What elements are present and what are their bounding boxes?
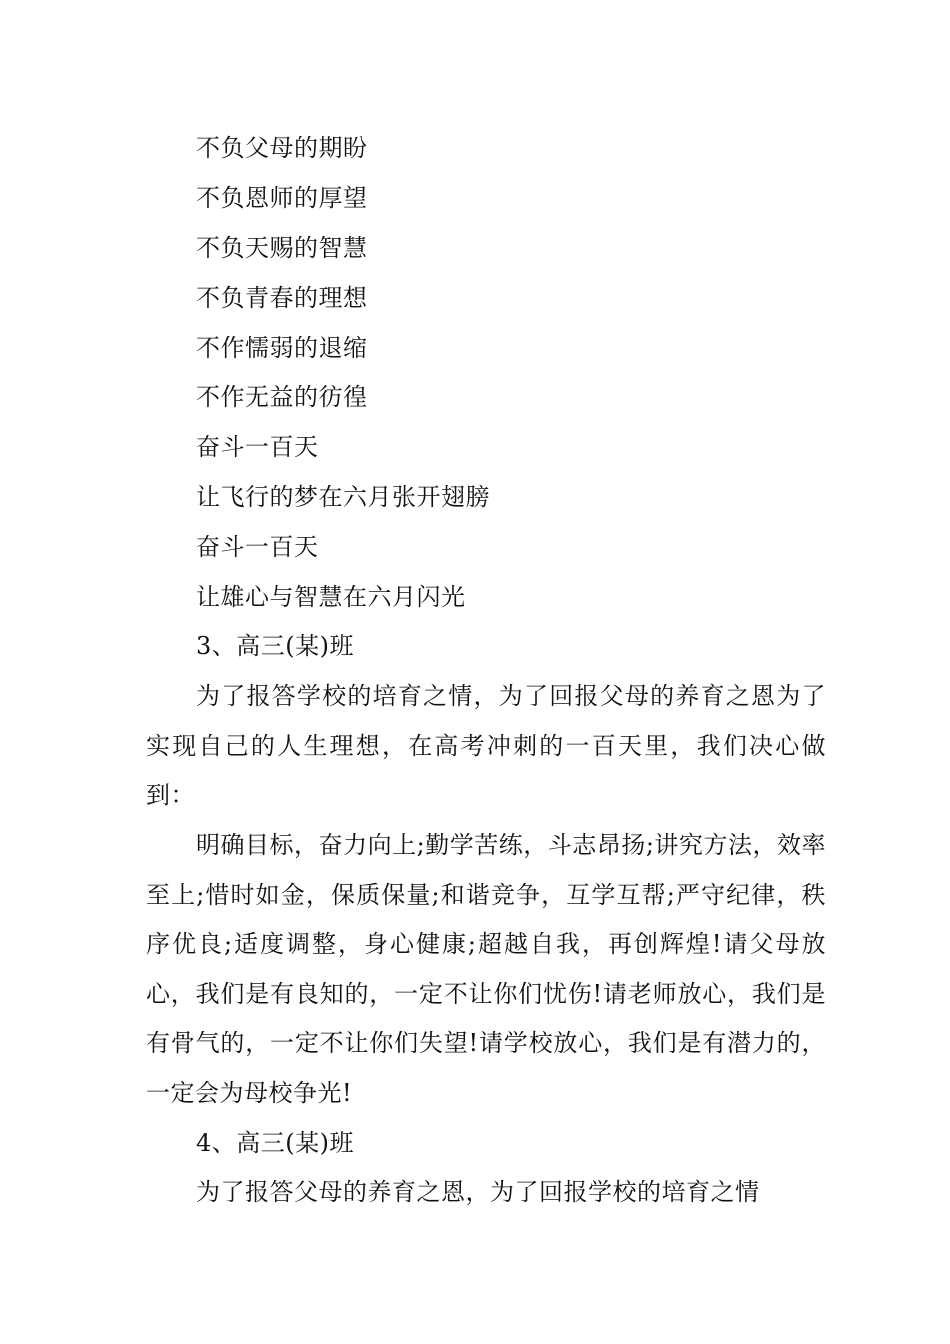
section-3-heading: 3、高三(某)班 bbox=[196, 632, 354, 660]
poem-line-1: 不负父母的期盼 bbox=[196, 134, 368, 162]
section-4-heading: 4、高三(某)班 bbox=[196, 1129, 354, 1157]
poem-line-9: 奋斗一百天 bbox=[196, 533, 319, 561]
poem-line-5: 不作懦弱的退缩 bbox=[196, 334, 368, 362]
poem-line-8: 让飞行的梦在六月张开翅膀 bbox=[196, 483, 490, 511]
section-4-paragraph-1: 为了报答父母的养育之恩，为了回报学校的培育之情 bbox=[196, 1178, 760, 1206]
section-3-paragraph-1: 为了报答学校的培育之情，为了回报父母的养育之恩为了实现自己的人生理想，在高考冲刺的一百天里，我们决心做到： bbox=[146, 682, 826, 810]
section-3-paragraph-2: 明确目标，奋力向上;勤学苦练，斗志昂扬;讲究方法，效率至上;惜时如金，保质保量;和谐竞争，互学互帮;严守纪律，秩序优良;适度调整，身心健康;超越自我，再创辉煌!请父母放心，我们是有良知的，一定不让你们忧伤!请老师放心，我们是有骨气的，一定不让你们失望!请学校放心，我们是有潜力的，一定会为母校争光! bbox=[146, 831, 826, 1107]
poem-line-3: 不负天赐的智慧 bbox=[196, 234, 368, 262]
poem-line-6: 不作无益的彷徨 bbox=[196, 383, 368, 411]
poem-line-2: 不负恩师的厚望 bbox=[196, 184, 368, 212]
poem-line-7: 奋斗一百天 bbox=[196, 433, 319, 461]
poem-line-10: 让雄心与智慧在六月闪光 bbox=[196, 583, 466, 611]
poem-line-4: 不负青春的理想 bbox=[196, 284, 368, 312]
